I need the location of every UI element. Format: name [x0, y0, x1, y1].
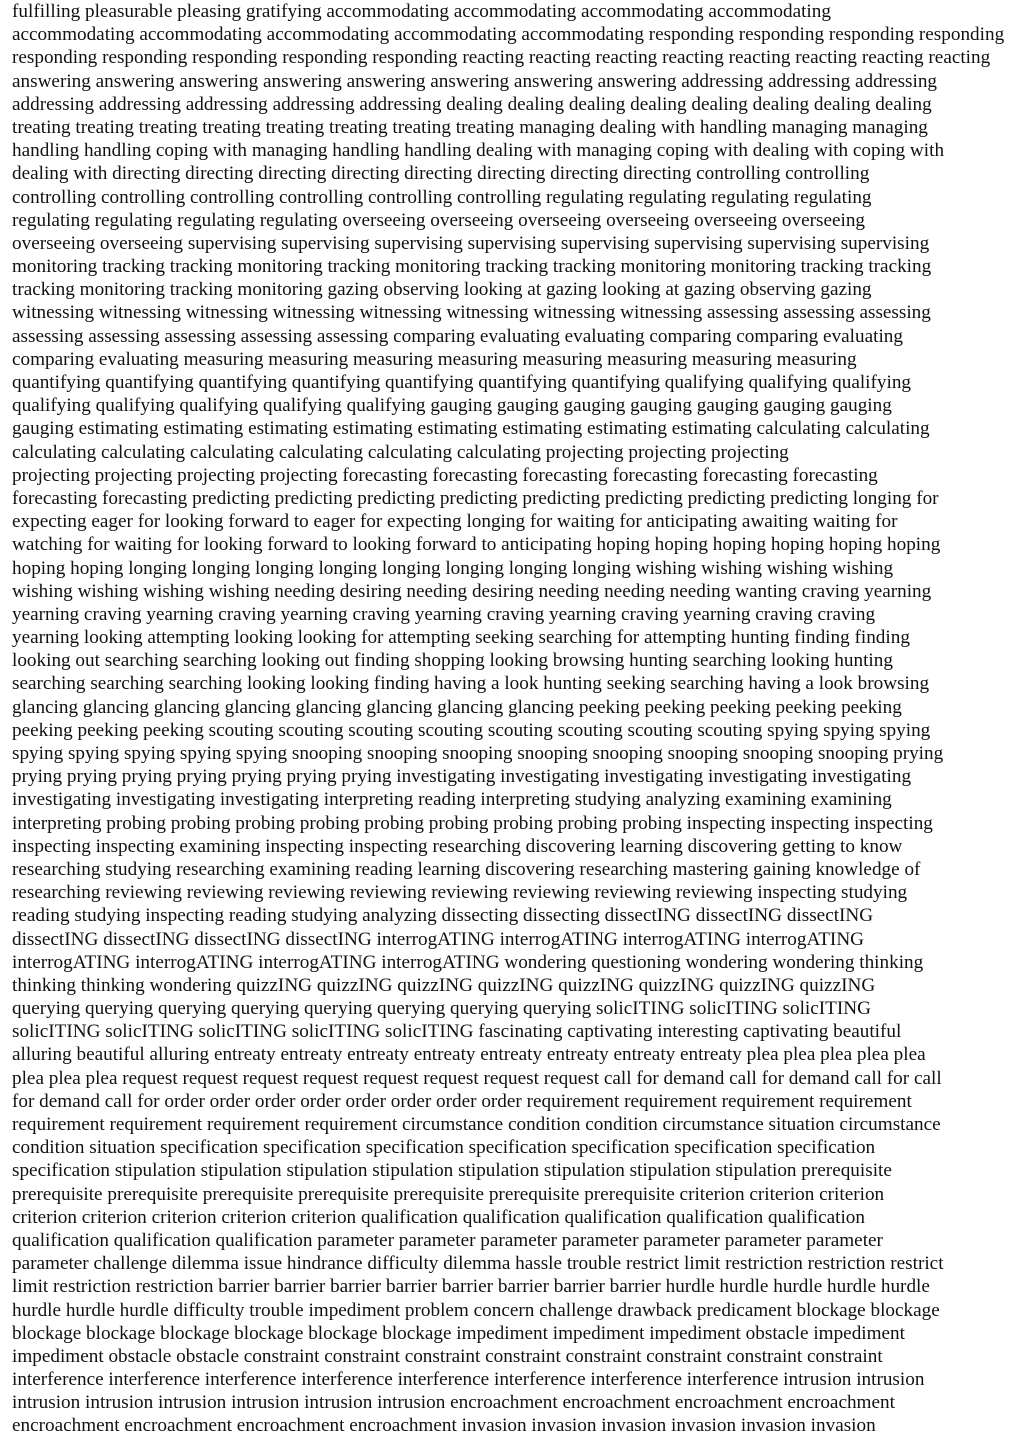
text-line: looking out searching searching looking out finding shopping looking browsing hunting searching looking hunting: [12, 650, 893, 672]
text-line: wishing wishing wishing wishing needing desiring needing desiring needing needing needing wanting craving yearning: [12, 580, 932, 602]
text-line: handling handling coping with managing handling handling dealing with managing coping with dealing with coping with: [12, 140, 945, 162]
text-line: calculating calculating calculating calculating calculating calculating projecting projecting projecting: [12, 441, 789, 463]
text-line: prerequisite prerequisite prerequisite prerequisite prerequisite prerequisite prerequisite criterion criterion criterion: [12, 1183, 885, 1205]
text-line: limit restriction restriction barrier barrier barrier barrier barrier barrier barrier barrier hurdle hurdle hurdle hurdle hurdle: [12, 1276, 930, 1298]
text-line: spying spying spying spying spying snooping snooping snooping snooping snooping snooping snooping snooping prying: [12, 743, 944, 764]
text-line: criterion criterion criterion criterion criterion qualification qualification qualification qualification qualification: [12, 1206, 865, 1228]
text-line: comparing evaluating measuring measuring measuring measuring measuring measuring measuring measuring: [12, 348, 857, 370]
text-line: investigating investigating investigating interpreting reading interpreting studying analyzing examining examining: [12, 789, 892, 811]
text-line: impediment obstacle obstacle constraint constraint constraint constraint constraint constraint constraint constraint: [12, 1345, 883, 1367]
text-line: interference interference interference interference interference interference interference interference intrusion intrusion: [12, 1369, 925, 1391]
text-line: overseeing overseeing supervising supervising supervising supervising supervising supervising supervising supervising: [12, 232, 930, 254]
text-line: intrusion intrusion intrusion intrusion intrusion intrusion encroachment encroachment encroachment encroachment: [12, 1392, 895, 1414]
text-line: monitoring tracking tracking monitoring tracking monitoring tracking tracking monitoring monitoring tracking tracking: [12, 256, 932, 278]
text-line: peeking peeking peeking scouting scouting scouting scouting scouting scouting scouting scouting spying spying spying: [12, 719, 931, 741]
text-line: responding responding responding responding responding reacting reacting reacting reacting reacting reacting reacting reacting: [12, 47, 991, 69]
text-line: researching reviewing reviewing reviewing reviewing reviewing reviewing reviewing reviewing inspecting studying: [12, 882, 908, 904]
text-line: plea plea plea request request request request request request request request call for demand call for demand call for call: [12, 1067, 942, 1089]
text-line: encroachment encroachment encroachment encroachment invasion invasion invasion invasion invasion invasion: [12, 1415, 876, 1437]
text-line: parameter challenge dilemma issue hindrance difficulty dilemma hassle trouble restrict limit restriction restriction restrict: [12, 1253, 944, 1275]
text-line: expecting eager for looking forward to eager for expecting longing for waiting for anticipating awaiting waiting for: [12, 511, 898, 533]
text-line: addressing addressing addressing addressing addressing dealing dealing dealing dealing dealing dealing dealing dealing: [12, 93, 932, 115]
text-line: prying prying prying prying prying prying prying investigating investigating investigating investigating investigating: [12, 766, 912, 788]
text-line: alluring beautiful alluring entreaty entreaty entreaty entreaty entreaty entreaty entreaty entreaty plea plea plea plea plea: [12, 1044, 926, 1066]
text-line: treating treating treating treating treating treating treating treating managing dealing with handling managing managing: [12, 116, 928, 138]
text-line: fulfilling pleasurable pleasing gratifying accommodating accommodating accommodating accommodating: [12, 1, 831, 22]
text-line: dissectING dissectING dissectING dissectING interrogATING interrogATING interrogATING interrogATING: [12, 928, 865, 950]
text-line: controlling controlling controlling controlling controlling controlling regulating regulating regulating regulating: [12, 186, 872, 208]
text-line: yearning craving yearning craving yearning craving yearning craving yearning craving yearning craving craving: [12, 603, 876, 625]
text-line: solicITING solicITING solicITING solicITING solicITING fascinating captivating interesting captivating beautiful: [12, 1021, 902, 1043]
text-line: tracking monitoring tracking monitoring gazing observing looking at gazing looking at gazing observing gazing: [12, 279, 872, 301]
text-line: gauging estimating estimating estimating estimating estimating estimating estimating estimating calculating calculating: [12, 418, 930, 440]
document-body: [12, 0, 1016, 1438]
text-line: projecting projecting projecting projecting forecasting forecasting forecasting forecasting forecasting forecasting: [12, 464, 878, 486]
text-line: forecasting forecasting predicting predicting predicting predicting predicting predicting predicting predicting longing for: [12, 487, 939, 509]
text-line: specification stipulation stipulation stipulation stipulation stipulation stipulation stipulation stipulation prerequisite: [12, 1160, 892, 1182]
text-line: glancing glancing glancing glancing glancing glancing glancing glancing peeking peeking peeking peeking peeking: [12, 696, 902, 718]
text-line: watching for waiting for looking forward to looking forward to anticipating hoping hoping hoping hoping hoping hoping: [12, 534, 941, 556]
text-line: regulating regulating regulating regulating overseeing overseeing overseeing overseeing overseeing overseeing: [12, 209, 866, 231]
text-line: qualifying qualifying qualifying qualifying qualifying gauging gauging gauging gauging gauging gauging gauging: [12, 395, 892, 417]
text-line: reading studying inspecting reading studying analyzing dissecting dissecting dissectING dissectING dissectING: [12, 905, 874, 927]
text-line: querying querying querying querying querying querying querying querying solicITING solicITING solicITING: [12, 998, 871, 1020]
text-line: interpreting probing probing probing probing probing probing probing probing probing inspecting inspecting inspecting: [12, 812, 933, 834]
text-line: answering answering answering answering answering answering answering answering addressing addressing addressing: [12, 70, 938, 92]
text-line: assessing assessing assessing assessing assessing comparing evaluating evaluating comparing comparing evaluating: [12, 325, 903, 347]
text-line: accommodating accommodating accommodating accommodating accommodating responding responding responding responding: [12, 24, 1005, 46]
text-line: inspecting inspecting examining inspecting inspecting researching discovering learning discovering getting to know: [12, 835, 903, 857]
text-line: quantifying quantifying quantifying quantifying quantifying quantifying quantifying qualifying qualifying qualifying: [12, 372, 912, 393]
text-line: for demand call for order order order order order order order order requirement requirement requirement requirement: [12, 1090, 912, 1112]
text-line: condition situation specification specification specification specification specification specification specification: [12, 1137, 876, 1159]
text-line: searching searching searching looking looking finding having a look hunting seeking searching having a look browsing: [12, 673, 930, 695]
text-line: qualification qualification qualification parameter parameter parameter parameter parameter parameter parameter: [12, 1229, 883, 1251]
text-line: hurdle hurdle hurdle difficulty trouble impediment problem concern challenge drawback predicament blockage blockage: [12, 1299, 940, 1321]
text-line: thinking thinking wondering quizzING quizzING quizzING quizzING quizzING quizzING quizzING quizzING: [12, 974, 876, 996]
text-line: researching studying researching examining reading learning discovering researching mastering gaining knowledge of: [12, 858, 921, 880]
text-line: interrogATING interrogATING interrogATING interrogATING wondering questioning wondering wondering thinking: [12, 951, 924, 973]
text-line: blockage blockage blockage blockage blockage blockage impediment impediment impediment obstacle impediment: [12, 1322, 905, 1344]
text-line: dealing with directing directing directing directing directing directing directing directing controlling controlling: [12, 163, 870, 185]
text-line: yearning looking attempting looking looking for attempting seeking searching for attempting hunting finding finding: [12, 627, 910, 649]
text-line: witnessing witnessing witnessing witnessing witnessing witnessing witnessing witnessing assessing assessing assessing: [12, 302, 931, 324]
text-line: hoping hoping longing longing longing longing longing longing longing longing wishing wishing wishing wishing: [12, 557, 894, 579]
text-line: requirement requirement requirement requirement circumstance condition condition circumstance situation circumstance: [12, 1114, 941, 1135]
